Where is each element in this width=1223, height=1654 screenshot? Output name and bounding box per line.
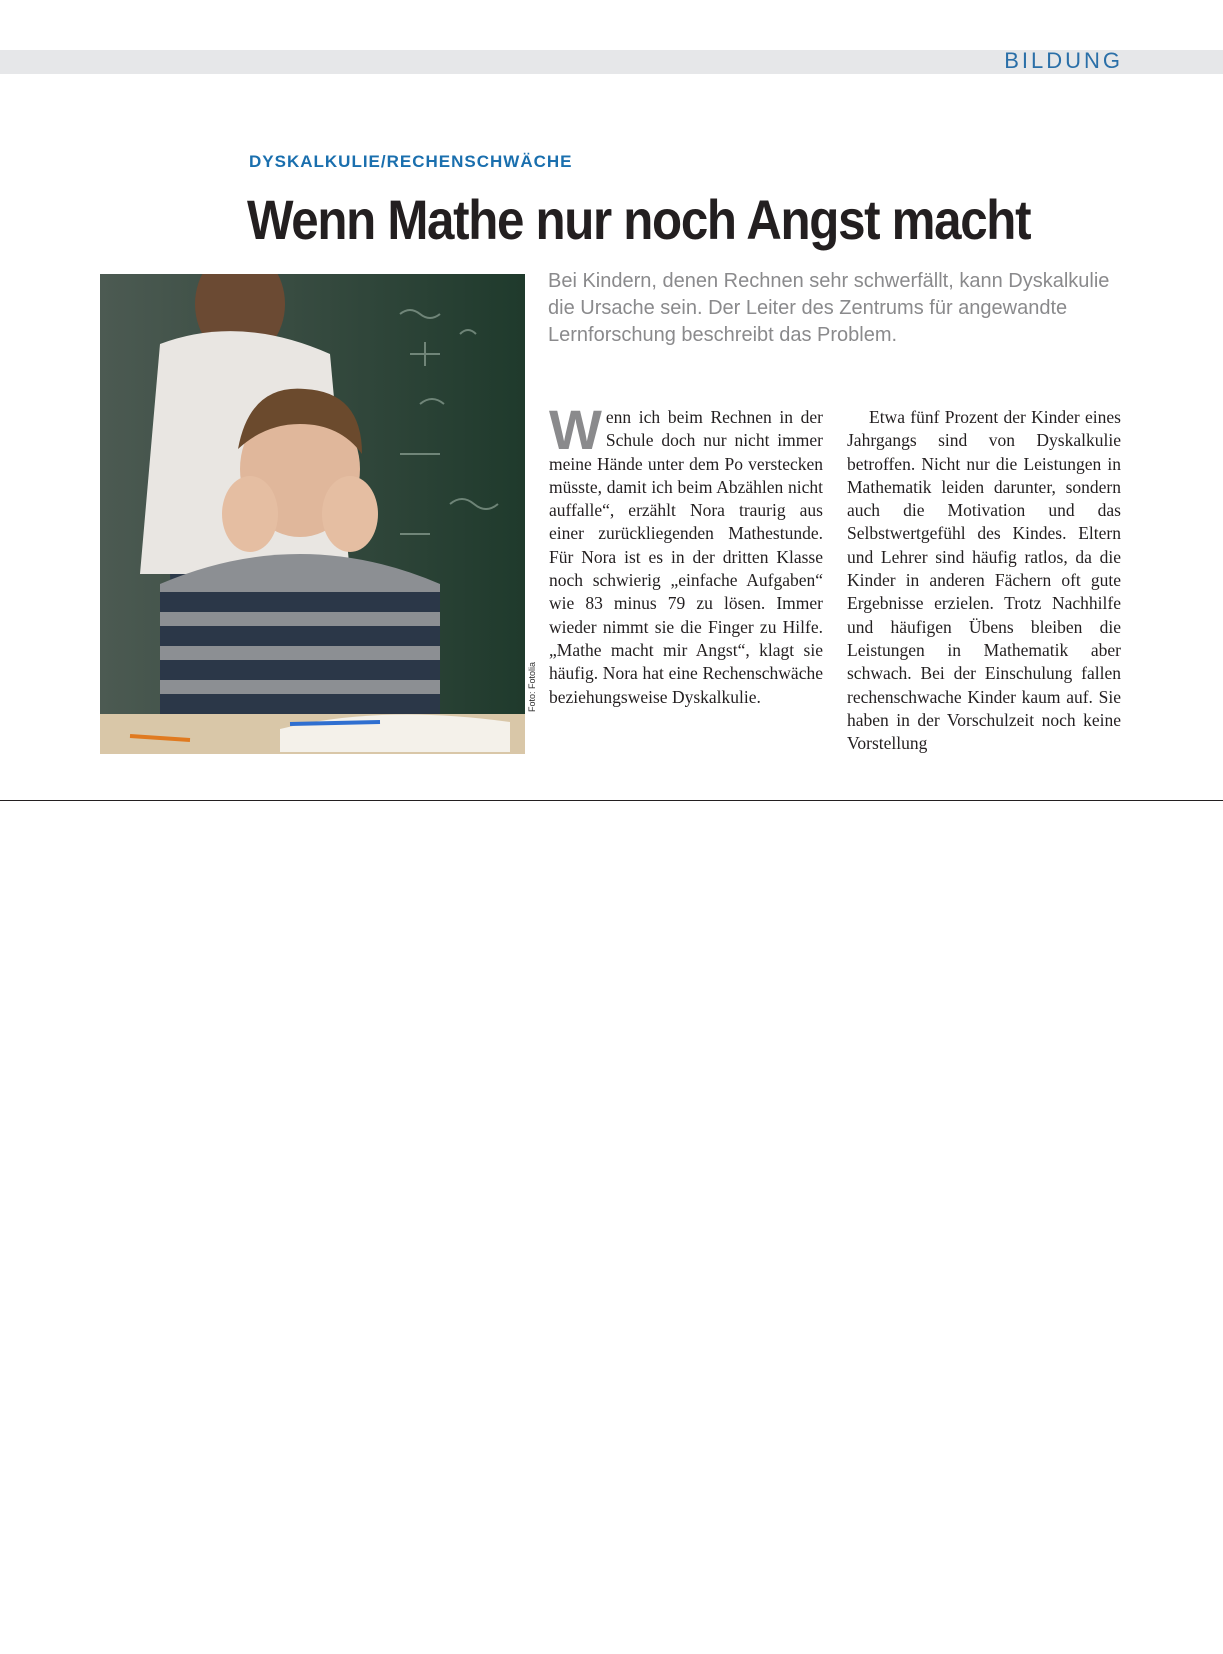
article-column-1 bbox=[549, 398, 823, 709]
column-2-text: Etwa fünf Prozent der Kinder eines Jahrgangs sind von Dyskalkulie betroffen. Nicht nur die Leistungen in Mathematik leiden darunter, sondern auch die Motivation und das Selbstwertgefühl des Kindes. Eltern und Lehrer sind häufig ratlos, da die Kinder in anderen Fächern oft gute Ergebnisse erzielen. Trotz Nachhilfe und häufigen Übens bleiben die Leistungen in Mathematik aber schwach. Bei der Einschulung fallen rechenschwache Kinder kaum auf. Sie haben in der Vorschulzeit noch keine Vorstellung bbox=[847, 407, 1121, 754]
article-kicker: DYSKALKULIE/RECHENSCHWÄCHE bbox=[249, 152, 573, 171]
classroom-boy-illustration bbox=[100, 274, 525, 754]
article-lede: Bei Kindern, denen Rechnen sehr schwerfällt, kann Dyskalkulie die Ursache sein. Der Leiter des Zentrums für angewandte Lernforschung beschreibt das Problem. bbox=[548, 270, 1110, 346]
article-headline: Wenn Mathe nur noch Angst macht bbox=[247, 188, 1031, 251]
section-label: BILDUNG bbox=[1004, 48, 1123, 73]
bottom-rule bbox=[0, 800, 1223, 801]
article-photo bbox=[100, 274, 525, 754]
photo-credit: Foto: Fotolia bbox=[527, 661, 537, 712]
column-1-text: enn ich beim Rechnen in der Schule doch nur nicht immer meine Hände unter dem Po verstecken müsste, damit ich beim Abzählen nicht auffalle“, erzählt Nora traurig aus einer zurückliegenden Mathestunde. Für Nora ist es in der dritten Klasse noch schwierig „einfache Aufgaben“ wie 83 minus 79 zu lösen. Immer wieder nimmt sie die Finger zu Hilfe. „Mathe macht mir Angst“, klagt sie häufig. Nora hat eine Rechenschwäche beziehungsweise Dyskalkulie. bbox=[549, 407, 823, 707]
article-column-2 bbox=[847, 406, 1121, 755]
dropcap: W bbox=[549, 398, 602, 461]
